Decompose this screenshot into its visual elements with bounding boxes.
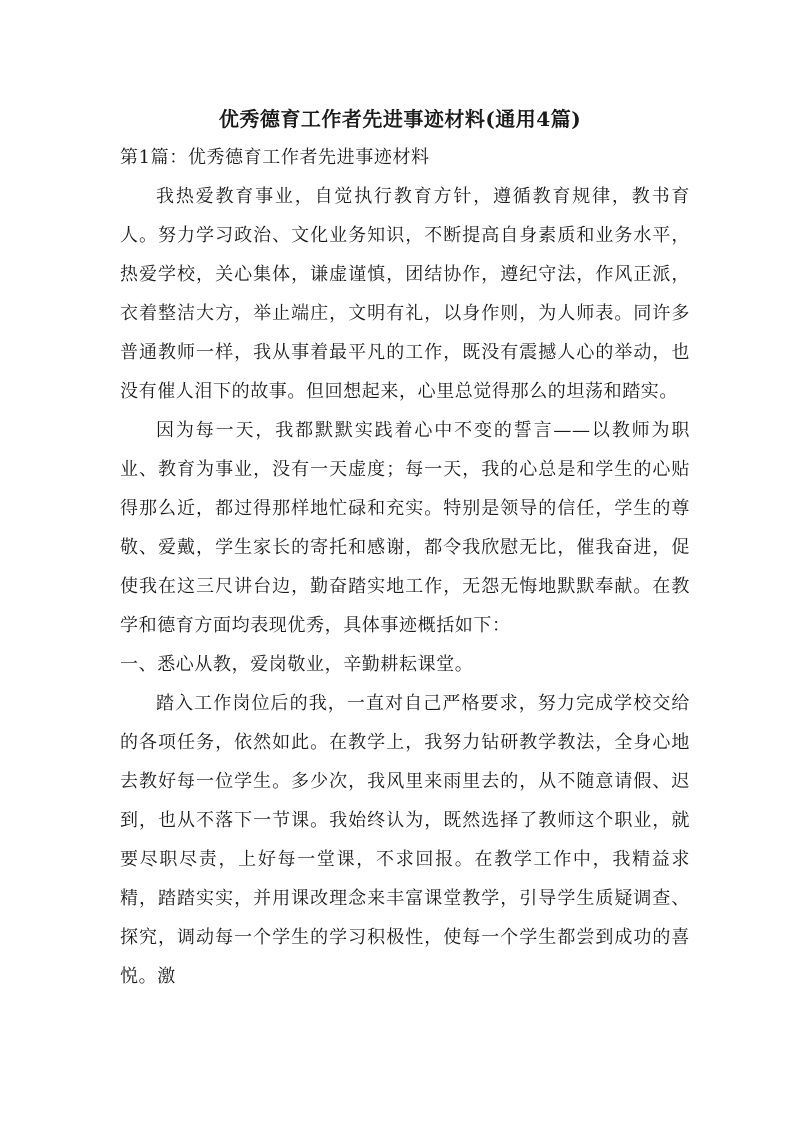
paragraph-1: 我热爱教育事业，自觉执行教育方针，遵循教育规律，教书育人。努力学习政治、文化业务知识，不断提高自身素质和业务水平，热爱学校，关心集体，谦虚谨慎，团结协作，遵纪守法，作风正派，衣着整洁大方，举止端庄，文明有礼，以身作则，为人师表。同许多普通教师一样，我从事着最平凡的工作，既没有震撼人心的举动，也没有催人泪下的故事。但回想起来，心里总觉得那么的坦荡和踏实。 [120,186,690,402]
document-body [120,138,690,996]
section-heading: 第1篇：优秀德育工作者先进事迹材料 [120,147,430,168]
paragraph-3: 踏入工作岗位后的我，一直对自己严格要求，努力完成学校交给的各项任务，依然如此。在教学上，我努力钻研教学教法，全身心地去教好每一位学生。多少次，我风里来雨里去的，从不随意请假、迟到，也从不落下一节课。我始终认为，既然选择了教师这个职业，就要尽职尽责，上好每一堂课，不求回报。在教学工作中，我精益求精，踏踏实实，并用课改理念来丰富课堂教学，引导学生质疑调查、探究，调动每一个学生的学习积极性，使每一个学生都尝到成功的喜悦。激 [120,693,690,987]
subheading-1: 一、悉心从教，爱岗敬业，辛勤耕耘课堂。 [120,654,474,675]
document-title: 优秀德育工作者先进事迹材料(通用4篇) [218,107,582,131]
paragraph-2: 因为每一天，我都默默实践着心中不变的誓言——以教师为职业、教育为事业，没有一天虚度；每一天，我的心总是和学生的心贴得那么近，都过得那样地忙碌和充实。特别是领导的信任，学生的尊敬、爱戴，学生家长的寄托和感谢，都令我欣慰无比，催我奋进，促使我在这三尺讲台边，勤奋踏实地工作，无怨无悔地默默奉献。在教学和德育方面均表现优秀，具体事迹概括如下： [120,420,690,636]
